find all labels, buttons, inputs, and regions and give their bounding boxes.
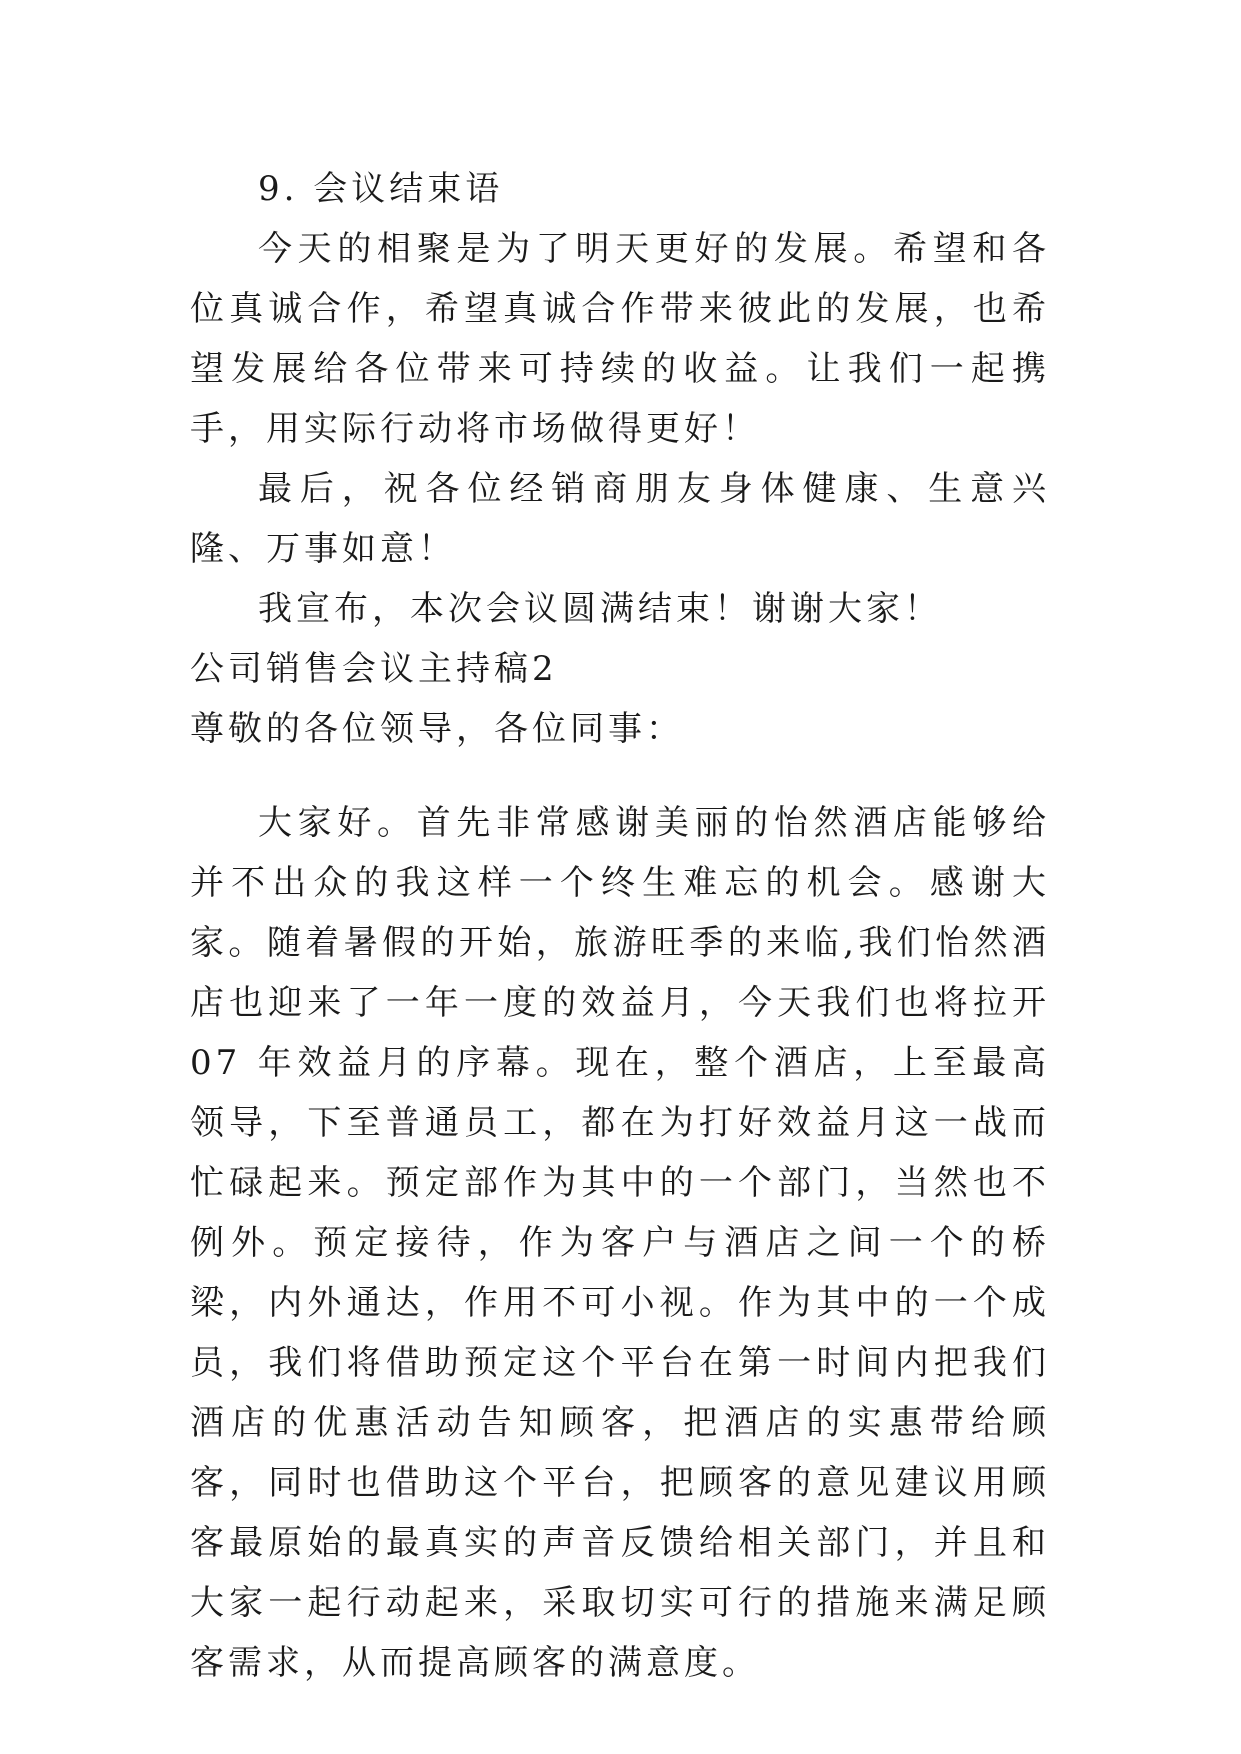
salutation: 尊敬的各位领导，各位同事：	[190, 709, 684, 749]
wishes-paragraph: 最后，祝各位经销商朋友身体健康、生意兴隆、万事如意！	[190, 469, 1050, 569]
closing-paragraph: 今天的相聚是为了明天更好的发展。希望和各位真诚合作，希望真诚合作带来彼此的发展，也希望发展给各位带来可持续的收益。让我们一起携手，用实际行动将市场做得更好！	[190, 229, 1050, 449]
section-heading: 9. 会议结束语	[258, 169, 504, 209]
announcement-paragraph: 我宣布，本次会议圆满结束！谢谢大家！	[258, 589, 942, 629]
document-title: 公司销售会议主持稿2	[190, 649, 558, 689]
body-paragraph: 大家好。首先非常感谢美丽的怡然酒店能够给并不出众的我这样一个终生难忘的机会。感谢大家。随着暑假的开始，旅游旺季的来临,我们怡然酒店也迎来了一年一度的效益月，今天我们也将拉开 07 年效益月的序幕。现在，整个酒店，上至最高领导，下至普通员工，都在为打好效益月这一战而忙碌起来。预定部作为其中的一个部门，当然也不例外。预定接待，作为客户与酒店之间一个的桥梁，内外通达，作用不可小视。作为其中的一个成员，我们将借助预定这个平台在第一时间内把我们酒店的优惠活动告知顾客，把酒店的实惠带给顾客，同时也借助这个平台，把顾客的意见建议用顾客最原始的最真实的声音反馈给相关部门，并且和大家一起行动起来，采取切实可行的措施来满足顾客需求，从而提高顾客的满意度。	[190, 803, 1050, 1683]
